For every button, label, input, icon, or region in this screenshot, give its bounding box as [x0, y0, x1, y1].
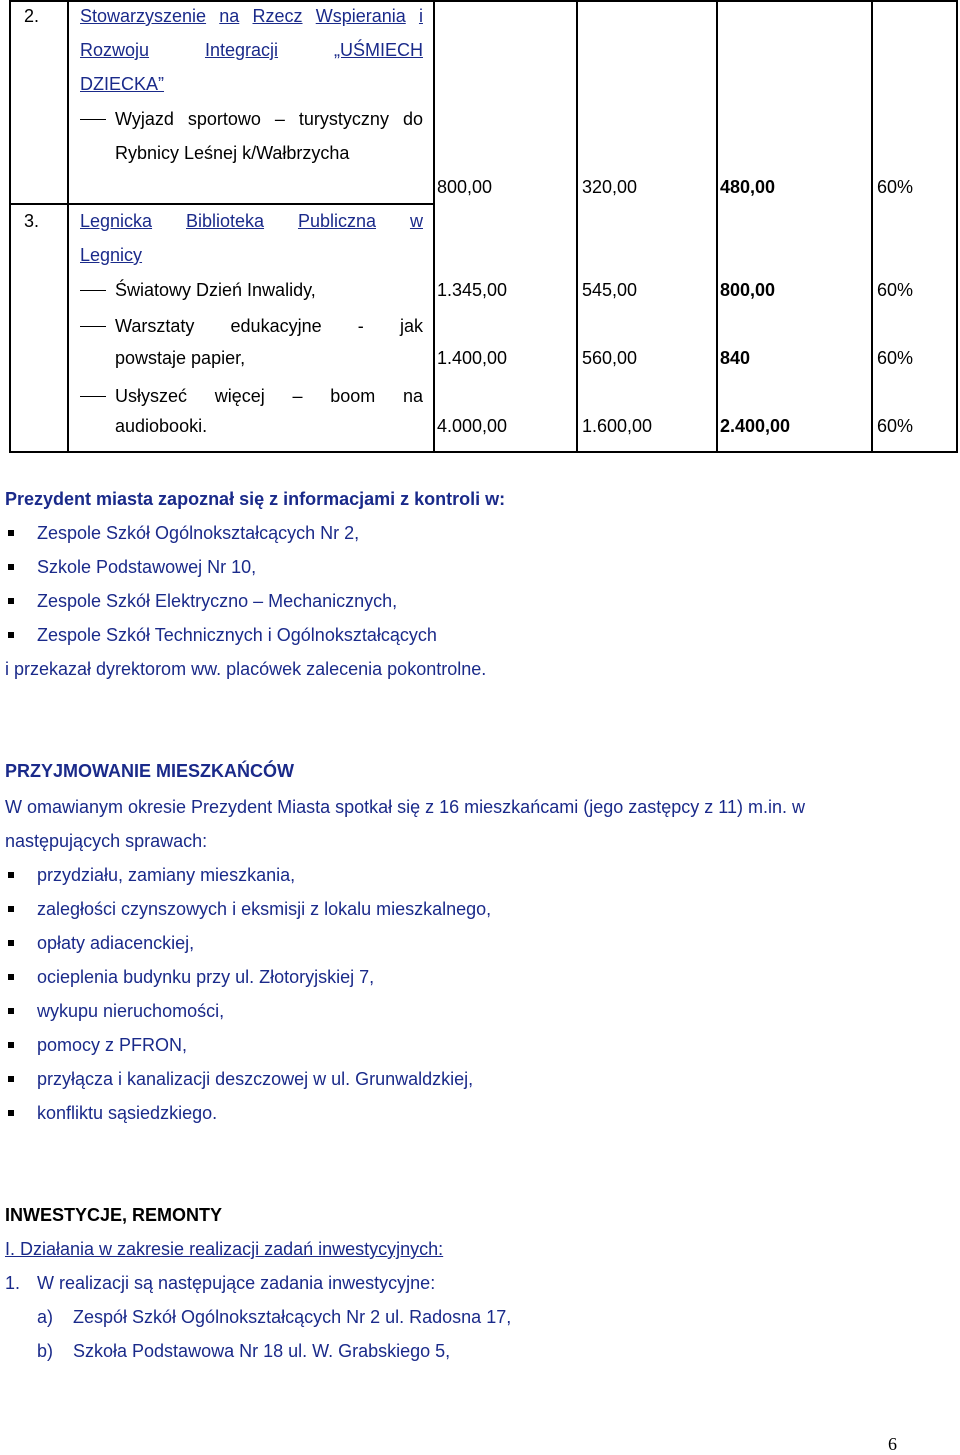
table-col-divider [433, 0, 435, 453]
paragraph: i przekazał dyrektorom ww. placówek zalecenia pokontrolne. [5, 659, 487, 679]
grant-amount: 480,00 [720, 177, 776, 197]
table-row-divider [9, 203, 435, 205]
task-name-line [115, 315, 423, 337]
word: w [409, 211, 423, 231]
word: Rzecz [252, 6, 303, 26]
dash-marker [80, 119, 106, 120]
word: edukacyjne [230, 316, 322, 336]
square-bullet-icon [8, 564, 14, 570]
list-number: 1. [5, 1273, 21, 1293]
word: Biblioteka [186, 211, 265, 231]
list-letter: b) [37, 1341, 54, 1361]
word: – [274, 109, 285, 129]
subsection-heading: I. Działania w zakresie realizacji zadań inwestycyjnych: [5, 1239, 444, 1259]
own-contribution: 1.600,00 [582, 416, 653, 436]
section-heading: Prezydent miasta zapoznał się z informacjami z kontroli w: [5, 489, 506, 509]
list-item: Zespole Szkół Elektryczno – Mechanicznych, [37, 591, 398, 611]
task-name-line: powstaje papier, [115, 348, 246, 368]
table-right-border [956, 0, 958, 453]
grant-amount: 840 [720, 348, 751, 368]
square-bullet-icon [8, 1008, 14, 1014]
word: więcej [214, 386, 265, 406]
total-cost: 4.000,00 [437, 416, 508, 436]
word: do [402, 109, 423, 129]
word: boom [330, 386, 376, 406]
table-col-divider [871, 0, 873, 453]
section-heading: PRZYJMOWANIE MIESZKAŃCÓW [5, 761, 295, 781]
grant-percent: 60% [877, 348, 914, 368]
list-item: przyłącza i kanalizacji deszczowej w ul. Grunwaldzkiej, [37, 1069, 474, 1089]
list-item: ocieplenia budynku przy ul. Złotoryjskiej 7, [37, 967, 375, 987]
table-col-divider [67, 0, 69, 453]
word: jak [399, 316, 423, 336]
section-heading: INWESTYCJE, REMONTY [5, 1205, 223, 1225]
organization-name-line: Legnicy [80, 245, 143, 265]
row-number: 3. [24, 211, 40, 231]
list-item: konfliktu sąsiedzkiego. [37, 1103, 218, 1123]
word: „UŚMIECH [333, 40, 423, 60]
list-item: W realizacji są następujące zadania inwestycyjne: [37, 1273, 436, 1293]
grant-amount: 800,00 [720, 280, 776, 300]
word: turystyczny [298, 109, 389, 129]
square-bullet-icon [8, 872, 14, 878]
word: Stowarzyszenie [80, 6, 207, 26]
task-name-line: Światowy Dzień Inwalidy, [115, 280, 316, 300]
word: na [402, 386, 423, 406]
total-cost: 800,00 [437, 177, 493, 197]
square-bullet-icon [8, 940, 14, 946]
square-bullet-icon [8, 530, 14, 536]
word: – [292, 386, 303, 406]
list-letter: a) [37, 1307, 54, 1327]
task-name-line: audiobooki. [115, 416, 208, 436]
square-bullet-icon [8, 974, 14, 980]
list-item: wykupu nieruchomości, [37, 1001, 225, 1021]
table-left-border [9, 0, 11, 453]
list-item: Zespole Szkół Technicznych i Ogólnokształcących [37, 625, 437, 645]
word: sportowo [187, 109, 261, 129]
grant-amount: 2.400,00 [720, 416, 791, 436]
word: na [219, 6, 240, 26]
task-name-line [115, 385, 423, 407]
square-bullet-icon [8, 1076, 14, 1082]
list-item: opłaty adiacenckiej, [37, 933, 195, 953]
organization-name-line [80, 39, 423, 61]
word: Publiczna [297, 211, 377, 231]
list-item: Zespół Szkół Ogólnokształcących Nr 2 ul. Radosna 17, [73, 1307, 512, 1327]
list-item: Szkoła Podstawowa Nr 18 ul. W. Grabskiego 5, [73, 1341, 451, 1361]
grant-percent: 60% [877, 416, 914, 436]
word: Legnicka [80, 211, 153, 231]
grant-percent: 60% [877, 177, 914, 197]
list-item: Zespole Szkół Ogólnokształcących Nr 2, [37, 523, 360, 543]
organization-name-line [80, 210, 423, 232]
table-top-border [9, 0, 958, 2]
task-name-line [115, 108, 423, 130]
list-item: przydziału, zamiany mieszkania, [37, 865, 296, 885]
dash-marker [80, 290, 106, 291]
word: i [418, 6, 423, 26]
total-cost: 1.345,00 [437, 280, 508, 300]
own-contribution: 545,00 [582, 280, 638, 300]
organization-name-line [80, 5, 423, 27]
word: Wspierania [315, 6, 406, 26]
grant-percent: 60% [877, 280, 914, 300]
square-bullet-icon [8, 598, 14, 604]
row-number: 2. [24, 6, 40, 26]
organization-name-line: DZIECKA” [80, 74, 165, 94]
dash-marker [80, 326, 106, 327]
square-bullet-icon [8, 906, 14, 912]
list-item: Szkole Podstawowej Nr 10, [37, 557, 257, 577]
total-cost: 1.400,00 [437, 348, 508, 368]
square-bullet-icon [8, 632, 14, 638]
word: Rozwoju [80, 40, 150, 60]
dash-marker [80, 396, 106, 397]
table-bottom-border [9, 451, 958, 453]
table-col-divider [576, 0, 578, 453]
square-bullet-icon [8, 1042, 14, 1048]
table-col-divider [716, 0, 718, 453]
task-name-line: Rybnicy Leśnej k/Wałbrzycha [115, 143, 350, 163]
word: Warsztaty [115, 316, 195, 336]
word: - [357, 316, 364, 336]
square-bullet-icon [8, 1110, 14, 1116]
paragraph: następujących sprawach: [5, 831, 208, 851]
list-item: pomocy z PFRON, [37, 1035, 188, 1055]
list-item: zaległości czynszowych i eksmisji z lokalu mieszkalnego, [37, 899, 492, 919]
own-contribution: 320,00 [582, 177, 638, 197]
word: Usłyszeć [115, 386, 188, 406]
paragraph: W omawianym okresie Prezydent Miasta spotkał się z 16 mieszkańcami (jego zastępcy z 11) m.in. w [5, 797, 805, 817]
word: Wyjazd [115, 109, 174, 129]
own-contribution: 560,00 [582, 348, 638, 368]
word: Integracji [204, 40, 279, 60]
page-number: 6 [888, 1434, 897, 1454]
